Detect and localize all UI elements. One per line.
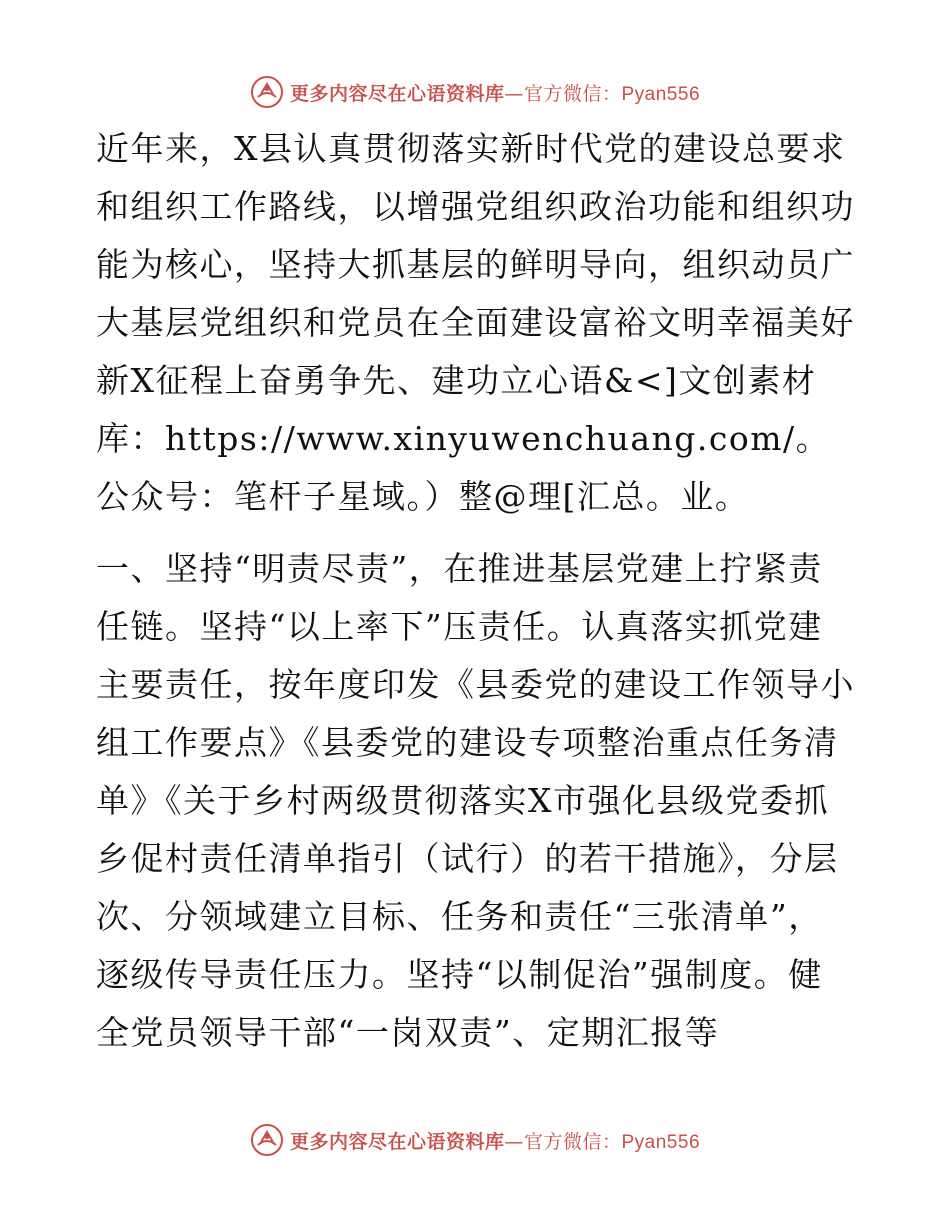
footer-banner-account: Pyan556 — [621, 1131, 701, 1153]
header-banner-account: Pyan556 — [621, 83, 701, 105]
header-banner-wechat: 官方微信： — [523, 82, 622, 105]
header-banner-main: 更多内容尽在心语资料库 — [289, 82, 505, 105]
header-banner — [0, 72, 950, 112]
footer-banner-wechat: 官方微信： — [523, 1130, 622, 1153]
book-flower-logo-icon — [250, 1123, 284, 1157]
footer-banner-sep: — — [504, 1130, 524, 1153]
book-flower-logo-icon — [250, 75, 284, 109]
document-body — [96, 120, 856, 1062]
footer-banner-main: 更多内容尽在心语资料库 — [289, 1130, 505, 1153]
header-banner-sep: — — [504, 82, 524, 105]
footer-banner — [0, 1120, 950, 1160]
paragraph-2: 一、坚持“明责尽责”，在推进基层党建上拧紧责任链。坚持“以上率下”压责任。认真落实抓党建主要责任，按年度印发《县委党的建设工作领导小组工作要点》《县委党的建设专项整治重点任务清单》《关于乡村两级贯彻落实X市强化县级党委抓乡促村责任清单指引（试行）的若干措施》，分层次、分领域建立目标、任务和责任“三张清单”，逐级传导责任压力。坚持“以制促治”强制度。健全党员领导干部“一岗双责”、定期汇报等 — [96, 549, 855, 1052]
footer-banner-text — [290, 1127, 700, 1154]
paragraph-1: 近年来，X县认真贯彻落实新时代党的建设总要求和组织工作路线，以增强党组织政治功能和组织功能为核心，坚持大抓基层的鲜明导向，组织动员广大基层党组织和党员在全面建设富裕文明幸福美好新X征程上奋勇争先、建功立心语&<]文创素材库：https://www.xinyuwenchuang.com/。公众号：笔杆子星域。）整@理[汇总。业。 — [96, 129, 855, 516]
header-banner-text — [290, 79, 700, 106]
